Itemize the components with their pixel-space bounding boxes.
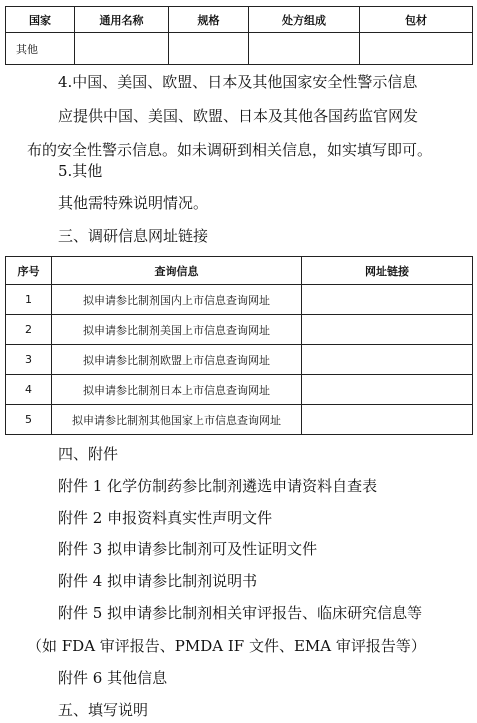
cell-url: [302, 285, 473, 315]
cell-url: [302, 375, 473, 405]
header-index: 序号: [6, 257, 52, 285]
cell-index: 3: [6, 345, 52, 375]
part-4-heading: 四、附件: [58, 445, 119, 463]
cell-generic-name: [75, 33, 169, 65]
cell-query-info: 拟申请参比制剂日本上市信息查询网址: [52, 375, 302, 405]
header-country: 国家: [6, 7, 75, 33]
table-header-row: [6, 257, 473, 285]
section-5-body: 其他需特殊说明情况。: [58, 194, 209, 212]
attachment-1: 附件 1 化学仿制药参比制剂遴选申请资料自查表: [58, 477, 378, 495]
table-row: [6, 345, 473, 375]
table-row: [6, 285, 473, 315]
cell-index: 4: [6, 375, 52, 405]
cell-query-info: 拟申请参比制剂美国上市信息查询网址: [52, 315, 302, 345]
links-table: [5, 256, 473, 435]
header-generic-name: 通用名称: [75, 7, 169, 33]
cell-url: [302, 405, 473, 435]
table-row: [6, 405, 473, 435]
attachment-2: 附件 2 申报资料真实性声明文件: [58, 509, 273, 527]
cell-index: 2: [6, 315, 52, 345]
cell-spec: [169, 33, 249, 65]
attachment-4: 附件 4 拟申请参比制剂说明书: [58, 572, 258, 590]
header-formula: 处方组成: [249, 7, 360, 33]
header-packaging: 包材: [360, 7, 473, 33]
header-spec: 规格: [169, 7, 249, 33]
attachment-6: 附件 6 其他信息: [58, 669, 168, 687]
section-5-title: 5.其他: [58, 162, 103, 180]
header-url: 网址链接: [302, 257, 473, 285]
table-row: [6, 315, 473, 345]
cell-query-info: 拟申请参比制剂其他国家上市信息查询网址: [52, 405, 302, 435]
table-row: [6, 33, 473, 65]
cell-url: [302, 345, 473, 375]
header-query-info: 查询信息: [52, 257, 302, 285]
cell-url: [302, 315, 473, 345]
attachment-5: 附件 5 拟申请参比制剂相关审评报告、临床研究信息等: [58, 604, 423, 622]
product-info-table: [5, 6, 473, 65]
cell-query-info: 拟申请参比制剂欧盟上市信息查询网址: [52, 345, 302, 375]
table-header-row: [6, 7, 473, 33]
part-3-heading: 三、调研信息网址链接: [58, 227, 209, 245]
section-4-body-line-1: 应提供中国、美国、欧盟、日本及其他各国药监官网发: [58, 107, 419, 125]
cell-query-info: 拟申请参比制剂国内上市信息查询网址: [52, 285, 302, 315]
attachment-5-continued: （如 FDA 审评报告、PMDA IF 文件、EMA 审评报告等）: [27, 637, 426, 655]
section-4-body-line-2: 布的安全性警示信息。如未调研到相关信息，如实填写即可。: [27, 141, 433, 159]
section-4-title: 4.中国、美国、欧盟、日本及其他国家安全性警示信息: [58, 73, 418, 91]
cell-country: 其他: [6, 33, 75, 65]
cell-packaging: [360, 33, 473, 65]
cell-index: 1: [6, 285, 52, 315]
attachment-3: 附件 3 拟申请参比制剂可及性证明文件: [58, 540, 318, 558]
cell-formula: [249, 33, 360, 65]
table-row: [6, 375, 473, 405]
part-5-heading: 五、填写说明: [58, 701, 149, 719]
cell-index: 5: [6, 405, 52, 435]
